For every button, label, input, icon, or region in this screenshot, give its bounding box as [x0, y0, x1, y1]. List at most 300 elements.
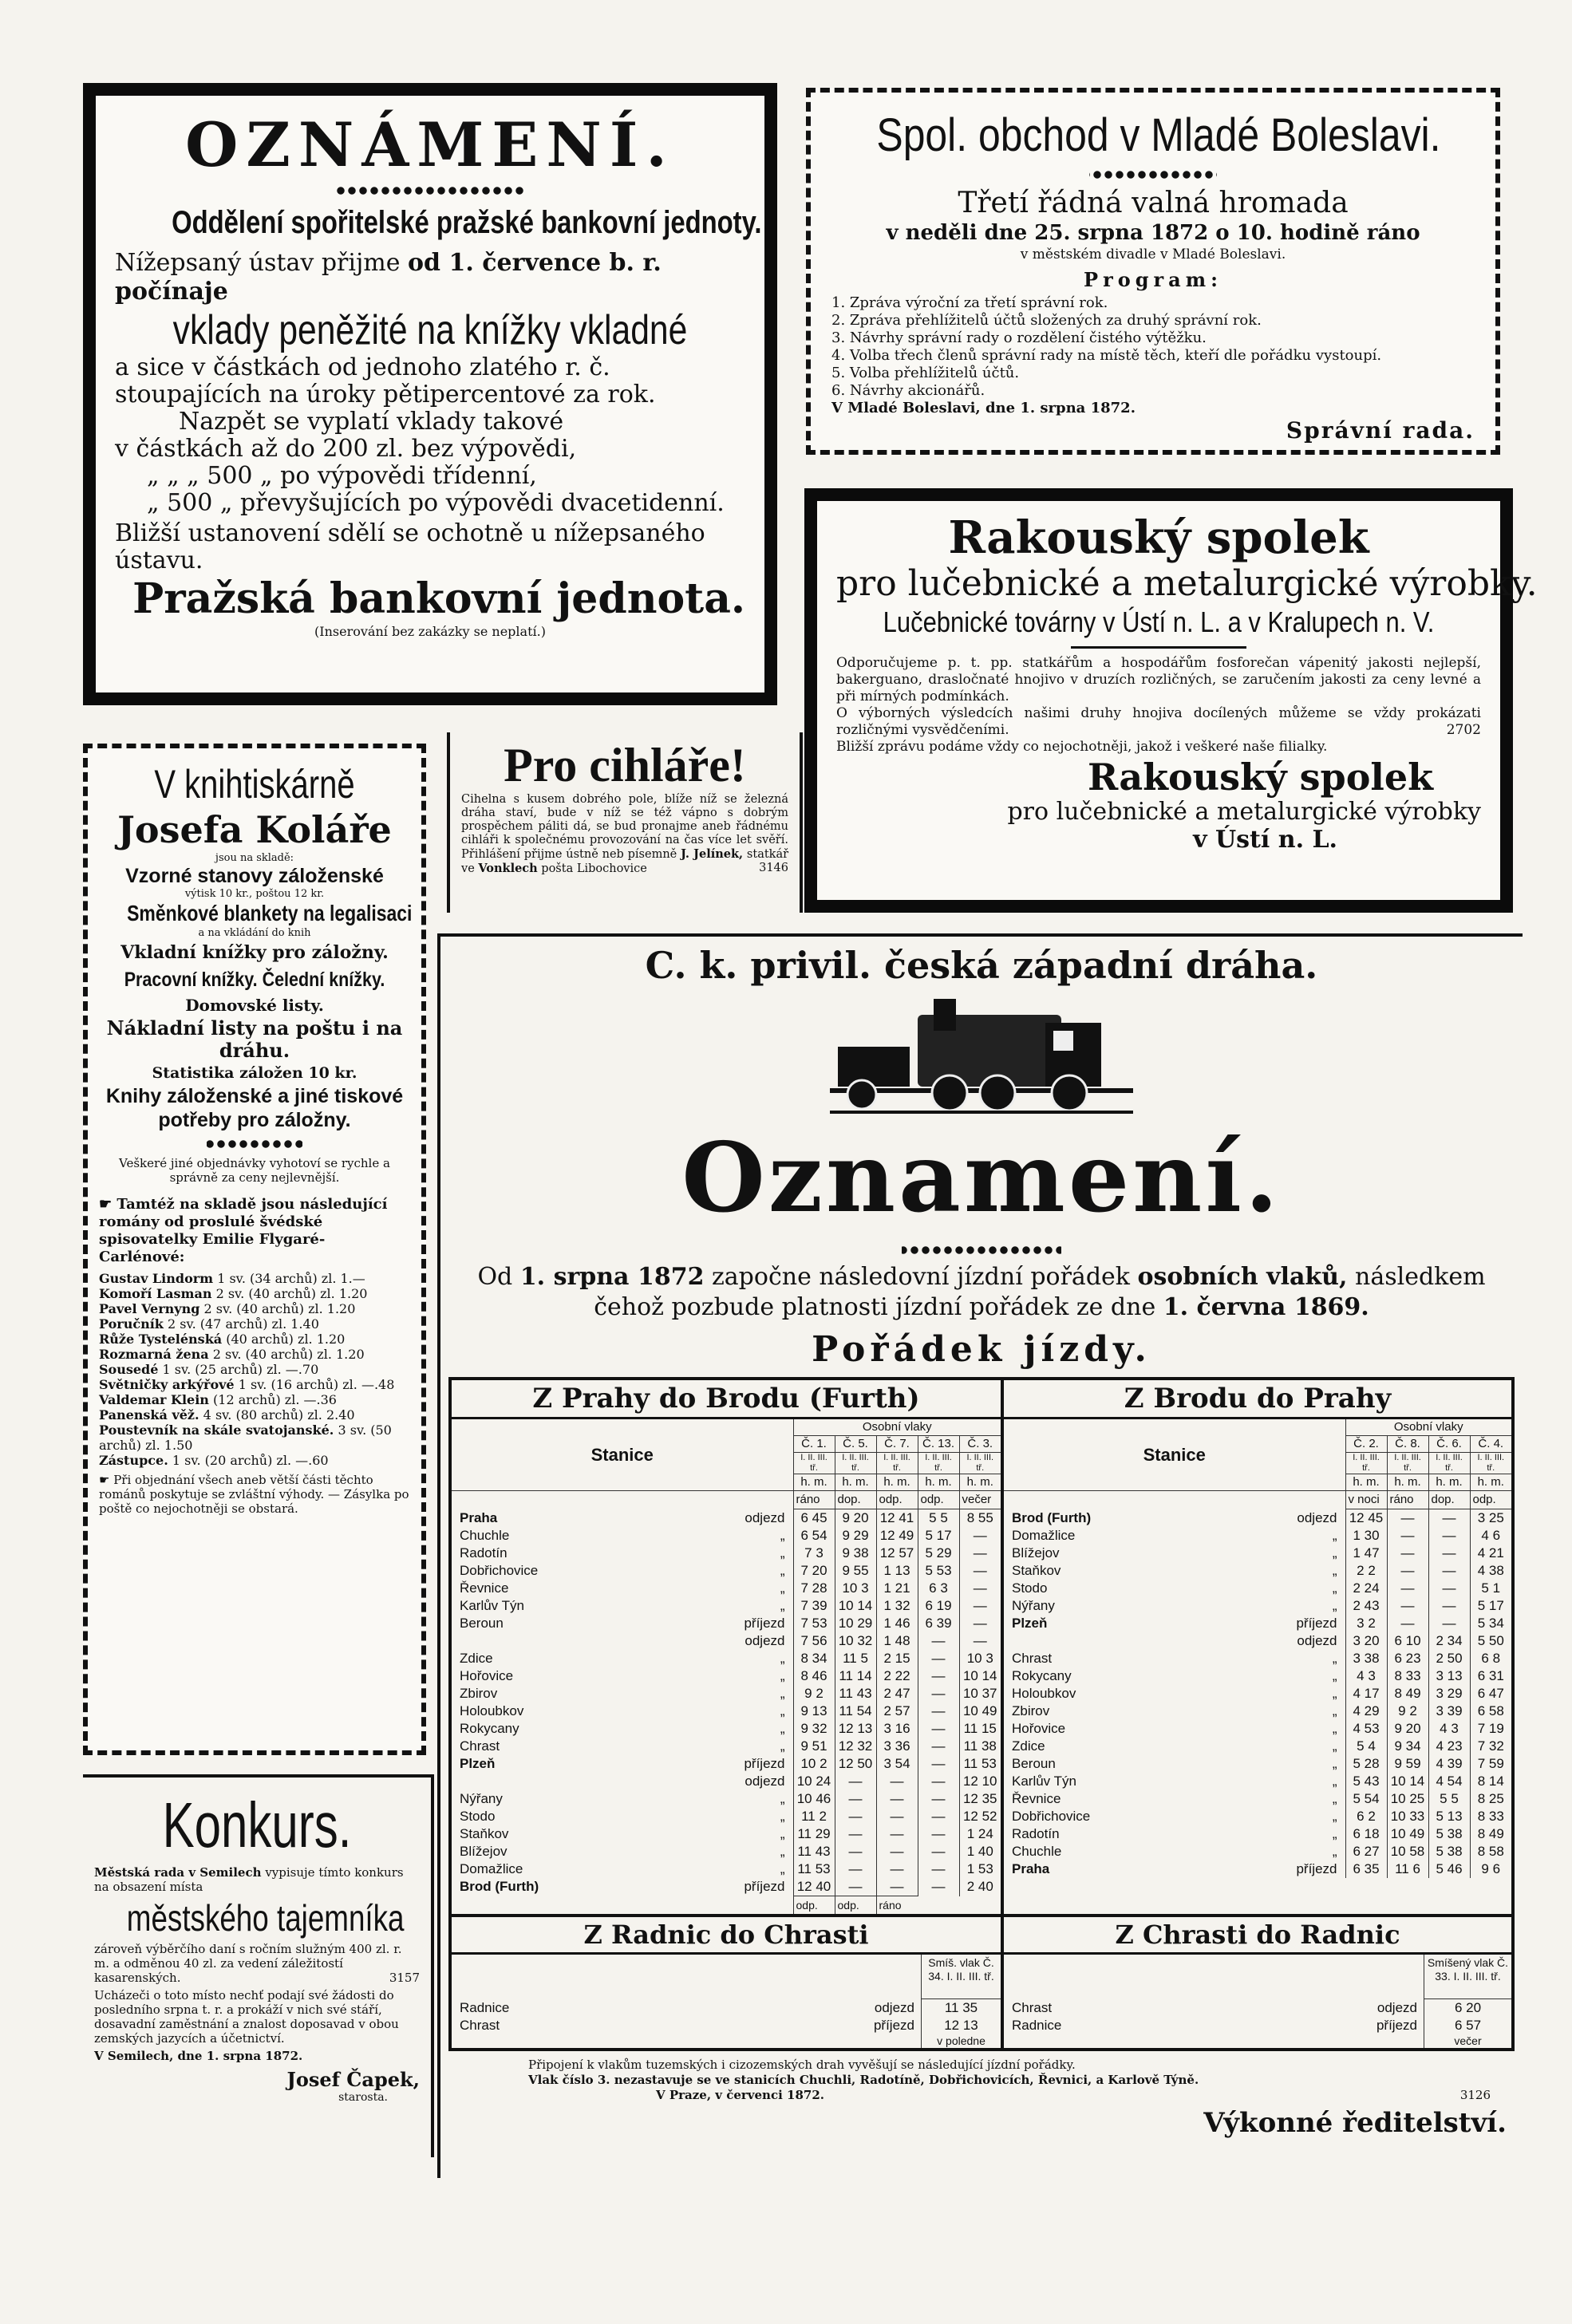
kn-footer: ☛ Při objednání všech aneb větší části těchto románů poskytuje se zvláštní výhody. — Zásylka po poště co nejochotněji se obstará. [99, 1473, 409, 1516]
arrival-daytime: odp. [835, 1896, 876, 1915]
konkurs-num: 3157 [389, 1971, 420, 1985]
arrival-departure: „ [780, 1563, 785, 1578]
departure-time: — [1428, 1527, 1470, 1545]
departure-time: 1 48 [876, 1632, 918, 1650]
radnice-left [452, 1917, 1004, 2048]
chrast-body [1004, 1955, 1511, 2048]
departure-time: 6 45 [793, 1509, 835, 1528]
timetable-row [1004, 1527, 1511, 1545]
departure-time: — [918, 1860, 959, 1878]
departure-time: — [918, 1843, 959, 1860]
departure-time: — [1387, 1562, 1428, 1580]
departure-time: 10 14 [1387, 1773, 1428, 1790]
arrival-departure: odjezd [1376, 2000, 1417, 2015]
spol-advert [806, 88, 1500, 455]
departure-time: 4 23 [1428, 1738, 1470, 1755]
hour-minute-label: h. m. [959, 1474, 1001, 1491]
tt-left-table [452, 1419, 1001, 1914]
kn-i1b: výtisk 10 kr., poštou 12 kr. [184, 888, 325, 900]
kn-line1: V knihtiskárně [154, 762, 355, 807]
station-name: Staňkov [1012, 1563, 1061, 1578]
arrival-departure: odjezd [745, 1633, 785, 1648]
kn-i7: Statistika záložen 10 kr. [152, 1064, 357, 1082]
arrival-departure: „ [1332, 1721, 1337, 1736]
departure-time: 11 14 [835, 1667, 876, 1685]
station-name: Stodo [1012, 1580, 1048, 1596]
timetable-row [452, 1685, 1001, 1703]
departure-time: 6 19 [918, 1597, 959, 1615]
departure-time: 11 29 [793, 1825, 835, 1843]
kn-i2b: a na vkládání do knih [198, 927, 311, 939]
book-title: Poručník [99, 1316, 164, 1332]
departure-time: 10 25 [1387, 1790, 1428, 1808]
draha-text-a: Od [477, 1263, 513, 1291]
departure-time: 5 17 [918, 1527, 959, 1545]
rakousky-text3: Bližší zprávu podáme vždy co nejochotněji, jakož i veškeré naše filialky. [836, 739, 1328, 755]
departure-time: 3 2 [1345, 1615, 1387, 1632]
timetable-row [452, 1808, 1001, 1825]
oznameni-body2: Nazpět se vyplatí vklady takové [179, 408, 564, 436]
departure-time: 8 34 [793, 1650, 835, 1667]
spol-program-title: Program: [1084, 268, 1222, 291]
arrival-departure: „ [780, 1721, 785, 1736]
departure-time: 7 3 [793, 1545, 835, 1562]
station-name: Beroun [460, 1616, 504, 1631]
departure-time: — [918, 1667, 959, 1685]
train-time: 6 20 [1454, 2000, 1482, 2015]
arrival-departure: odjezd [745, 1509, 785, 1525]
konkurs-t3-body: zároveň výběrčího daní s ročním služným 400 zl. r. m. a odměnou 40 zl. za vedení záležitostí kasarenských. [94, 1942, 402, 1985]
arrival-departure: „ [780, 1598, 785, 1613]
chrast-right [1004, 1917, 1511, 2048]
station-name: Nýřany [1012, 1598, 1055, 1613]
rakousky-text1: Odporučujeme p. t. pp. statkářům a hospodářům fosforečan vápenitý jakosti nejlepší, bakerguano, drasločnaté hnojivo v druzích rozličných, se zaručením jakosti za ceny levné a při mírných podmínkách. [836, 655, 1481, 704]
departure-time: 2 47 [876, 1685, 918, 1703]
departure-time: — [1387, 1597, 1428, 1615]
kn-i10: ☛ Tamtéž na skladě jsou následující romány od proslulé švédské spisovatelky Emilie Flygaré-Carlénové: [99, 1196, 388, 1265]
station-name: Brod (Furth) [460, 1879, 539, 1895]
station-name [452, 1632, 669, 1650]
departure-time: 11 43 [793, 1843, 835, 1860]
station-name: Beroun [1012, 1756, 1056, 1771]
oznameni-body3: Bližší ustanovení sdělí se ochotně u nížepsaného ústavu. [115, 519, 705, 574]
spol-program-list [831, 294, 1475, 417]
book-item [99, 1271, 410, 1286]
departure-time: 5 4 [1345, 1738, 1387, 1755]
timetable-row [1004, 1509, 1511, 1528]
arrival-departure: „ [780, 1686, 785, 1701]
rakousky-sign3: v Ústí n. L. [1193, 826, 1337, 854]
timetable-row [452, 1650, 1001, 1667]
konkurs-t3 [94, 1942, 420, 1985]
kn-i3: Vkladní knížky pro záložny. [120, 942, 389, 963]
departure-time: — [918, 1720, 959, 1738]
departure-time: — [835, 1860, 876, 1878]
spol-h1: Třetí řádná valná hromada [958, 187, 1349, 219]
arrival-departure: „ [1332, 1703, 1337, 1718]
departure-time: 9 2 [1387, 1703, 1428, 1720]
timetable-row [452, 1615, 1001, 1632]
arrival-departure: odjezd [1297, 1509, 1337, 1525]
daytime-label: ráno [793, 1491, 835, 1509]
hour-minute-label: h. m. [1387, 1474, 1428, 1491]
station-name [1004, 1632, 1221, 1650]
departure-time: — [1428, 1597, 1470, 1615]
oznameni-big: vklady peněžité na knížky vkladné [172, 307, 688, 353]
arrival-departure: „ [780, 1528, 785, 1543]
timetable-row [1004, 1650, 1511, 1667]
station-name: Rokycany [460, 1721, 519, 1736]
departure-time: 11 54 [835, 1703, 876, 1720]
arrival-departure: „ [780, 1844, 785, 1859]
book-item [99, 1286, 410, 1301]
departure-time: 8 49 [1470, 1825, 1511, 1843]
departure-time: 4 21 [1470, 1545, 1511, 1562]
daytime-label: odp. [876, 1491, 918, 1509]
book-title: Zástupce. [99, 1453, 168, 1468]
timetable-right [1004, 1380, 1511, 1914]
station-name: Staňkov [460, 1826, 509, 1841]
arrival-departure: „ [1332, 1598, 1337, 1613]
departure-time: 5 5 [918, 1509, 959, 1528]
arrival-departure: „ [1332, 1668, 1337, 1683]
departure-time: — [918, 1825, 959, 1843]
departure-time: 6 58 [1470, 1703, 1511, 1720]
departure-time: — [918, 1685, 959, 1703]
departure-time: 10 32 [835, 1632, 876, 1650]
station-name: Chrast [460, 2018, 500, 2033]
rakousky-num: 2702 [1446, 722, 1481, 738]
departure-time: — [876, 1860, 918, 1878]
arrival-departure: odjezd [1297, 1633, 1337, 1648]
station-name: Blížejov [1012, 1545, 1060, 1561]
hour-minute-label: h. m. [793, 1474, 835, 1491]
departure-time: 4 54 [1428, 1773, 1470, 1790]
station-name: Rokycany [1012, 1668, 1072, 1683]
departure-time: 12 57 [876, 1545, 918, 1562]
timetable-row [1004, 1685, 1511, 1703]
arrival-departure: „ [780, 1809, 785, 1824]
oznameni-title: OZNÁMENÍ. [185, 109, 675, 180]
departure-time: 3 20 [1345, 1632, 1387, 1650]
timetable-row [452, 1773, 1001, 1790]
departure-time: 10 49 [959, 1703, 1001, 1720]
daytime-label: v noci [1345, 1491, 1387, 1509]
departure-time: 11 43 [835, 1685, 876, 1703]
cihlare-body3: pošta Libochovice [541, 862, 647, 875]
draha-text-b: započne následovní jízdní pořádek [711, 1263, 1130, 1291]
timetable-row [1004, 1580, 1511, 1597]
departure-time: — [959, 1545, 1001, 1562]
timetable-row [1004, 1843, 1511, 1860]
station-name: Blížejov [460, 1844, 508, 1859]
radnice-body [452, 1955, 1001, 2048]
station-name: Praha [460, 1509, 498, 1525]
arrival-departure: „ [780, 1668, 785, 1683]
konkurs-intro [94, 1865, 420, 1894]
station-name: Řevnice [460, 1580, 509, 1596]
departure-time: — [1387, 1509, 1428, 1528]
departure-time: 10 14 [959, 1667, 1001, 1685]
departure-time: 6 35 [1345, 1860, 1387, 1878]
departure-time: — [959, 1632, 1001, 1650]
timetable-row [1004, 1738, 1511, 1755]
departure-time: 10 3 [959, 1650, 1001, 1667]
arrival-departure: příjezd [1376, 2018, 1417, 2033]
draha-text-d: následkem čehož pozbude platnosti jízdní pořádek ze dne [594, 1263, 1486, 1321]
departure-time: — [918, 1738, 959, 1755]
departure-time: 5 28 [1345, 1755, 1387, 1773]
timetable-row [452, 1527, 1001, 1545]
departure-time: 2 34 [1428, 1632, 1470, 1650]
timetable-row [1004, 1615, 1511, 1632]
knihtiskarna-advert [83, 744, 426, 1755]
train-classes: I. II. III. tř. [918, 1453, 959, 1474]
timetable-row [452, 1755, 1001, 1773]
intro-date: od 1. července b. r. počínaje [115, 249, 662, 306]
departure-time: 9 59 [1387, 1755, 1428, 1773]
departure-time: 7 59 [1470, 1755, 1511, 1773]
station-name: Řevnice [1012, 1791, 1061, 1806]
departure-time: — [876, 1773, 918, 1790]
book-title: Gustav Lindorm [99, 1271, 214, 1286]
departure-time: 3 36 [876, 1738, 918, 1755]
kn-i5: Domovské listy. [185, 996, 324, 1015]
station-name: Chuchle [460, 1528, 510, 1543]
book-title: Růže Tystelénská [99, 1332, 223, 1347]
oznameni-signature: Pražská bankovní jednota. [132, 574, 745, 623]
departure-time: 10 49 [1387, 1825, 1428, 1843]
timetable-row [1004, 1632, 1511, 1650]
timetable-row [452, 1580, 1001, 1597]
departure-time: — [1428, 1545, 1470, 1562]
departure-time: 4 3 [1428, 1720, 1470, 1738]
train-number: Č. 13. [918, 1436, 959, 1453]
departure-time: 8 33 [1470, 1808, 1511, 1825]
departure-time: — [835, 1843, 876, 1860]
konkurs-advert [83, 1774, 434, 2157]
station-name: Dobřichovice [460, 1563, 539, 1578]
cihlare-title: Pro cihláře! [504, 739, 746, 791]
station-row [460, 2017, 914, 2034]
departure-time: 5 29 [918, 1545, 959, 1562]
book-title: Poustevník na skále svatojanské. [99, 1422, 334, 1438]
tt-osobni-right: Osobní vlaky [1345, 1419, 1511, 1436]
arrival-departure: příjezd [1296, 1616, 1337, 1631]
train-number: Č. 4. [1470, 1436, 1511, 1453]
arrival-departure: „ [1332, 1563, 1337, 1578]
spol-date: V Mladé Boleslavi, dne 1. srpna 1872. [831, 400, 1136, 416]
arrival-departure: „ [1332, 1756, 1337, 1771]
station-name: Radotín [1012, 1826, 1060, 1841]
rakousky-text2-body: O výborných výsledcích našimi druhy hnojiva docílených můžeme se vždy prokázati rozličnými vysvědčeními. [836, 705, 1481, 738]
departure-time: 8 58 [1470, 1843, 1511, 1860]
departure-time: 4 6 [1470, 1527, 1511, 1545]
station-name: Domažlice [460, 1861, 523, 1876]
departure-time: 7 28 [793, 1580, 835, 1597]
departure-time: — [959, 1597, 1001, 1615]
train-number: Č. 6. [1428, 1436, 1470, 1453]
departure-time: 4 39 [1428, 1755, 1470, 1773]
kn-i2: Směnkové blankety na legalisaci [127, 901, 413, 925]
departure-time: 11 53 [959, 1755, 1001, 1773]
arrival-departure: odjezd [874, 2000, 914, 2015]
book-price: (40 archů) zl. 1.20 [226, 1332, 346, 1347]
cihlare-body: Cihelna s kusem dobrého pole, blíže níž se železná dráha staví, bude v níž se též vápno s dobrým prospěchem páliti dá, se bud pronajme aneb řádnému cihláři k společnému provozování na čas více let svěří. Přihlášení přijme ústně neb písemně [461, 793, 788, 861]
station-name: Plzeň [1012, 1616, 1048, 1631]
station-name: Plzeň [460, 1756, 496, 1771]
timetable-row [1004, 1773, 1511, 1790]
arrival-departure: „ [1332, 1809, 1337, 1824]
departure-time: 12 35 [959, 1790, 1001, 1808]
departure-time: — [918, 1773, 959, 1790]
departure-time: 11 2 [793, 1808, 835, 1825]
draha-pj: Pořádek jízdy. [812, 1329, 1151, 1370]
departure-time: 3 16 [876, 1720, 918, 1738]
departure-time: 9 32 [793, 1720, 835, 1738]
timetable-row [452, 1667, 1001, 1685]
arrival-departure: „ [780, 1651, 785, 1666]
kn-i1: Vzorné stanovy záloženské [125, 865, 384, 887]
konkurs-big: městského tajemníka [126, 1897, 405, 1939]
book-item [99, 1347, 410, 1362]
departure-time: 5 46 [1428, 1860, 1470, 1878]
oznameni-note: (Inserování bez zakázky se neplatí.) [314, 624, 546, 639]
hour-minute-label: h. m. [1345, 1474, 1387, 1491]
departure-time: 12 50 [835, 1755, 876, 1773]
departure-time: — [876, 1808, 918, 1825]
train-classes: I. II. III. tř. [1470, 1453, 1511, 1474]
departure-time: 10 2 [793, 1755, 835, 1773]
draha-big: Oznamení. [681, 1122, 1282, 1234]
draha-num: 3126 [1459, 2088, 1491, 2102]
departure-time: 7 32 [1470, 1738, 1511, 1755]
timetable-row [1004, 1667, 1511, 1685]
spol-h3: v městském divadle v Mladé Boleslavi. [1020, 247, 1286, 262]
departure-time: 10 33 [1387, 1808, 1428, 1825]
draha-sign: Výkonné ředitelství. [1203, 2107, 1507, 2139]
departure-time: 12 45 [1345, 1509, 1387, 1528]
timetable-row [452, 1720, 1001, 1738]
arrival-departure: „ [1332, 1844, 1337, 1859]
arrival-departure: „ [780, 1826, 785, 1841]
departure-time: 6 31 [1470, 1667, 1511, 1685]
train-classes: I. II. III. tř. [1428, 1453, 1470, 1474]
timetable-row [1004, 1790, 1511, 1808]
book-item [99, 1407, 410, 1422]
cihlare-body2: statkář ve [461, 848, 789, 875]
departure-time: 5 43 [1345, 1773, 1387, 1790]
departure-time: — [918, 1755, 959, 1773]
tt-right-table [1004, 1419, 1511, 1878]
departure-time: 2 2 [1345, 1562, 1387, 1580]
departure-time: 8 55 [959, 1509, 1001, 1528]
arrival-daytime: ráno [876, 1896, 918, 1915]
arrival-departure: „ [1332, 1774, 1337, 1789]
departure-time: — [1428, 1509, 1470, 1528]
departure-time: — [1428, 1580, 1470, 1597]
timetable-row [452, 1878, 1001, 1896]
departure-time: — [959, 1580, 1001, 1597]
departure-time: 9 51 [793, 1738, 835, 1755]
arrival-departure: „ [780, 1580, 785, 1596]
departure-time: 10 3 [835, 1580, 876, 1597]
book-price: 1 sv. (34 archů) zl. 1.— [217, 1271, 365, 1286]
departure-time: 6 18 [1345, 1825, 1387, 1843]
departure-time: 1 47 [1345, 1545, 1387, 1562]
departure-time: — [835, 1773, 876, 1790]
departure-time: 12 10 [959, 1773, 1001, 1790]
departure-time: — [1428, 1615, 1470, 1632]
timetable-row [452, 1790, 1001, 1808]
departure-time: — [918, 1650, 959, 1667]
departure-time: 5 53 [918, 1562, 959, 1580]
train-classes: I. II. III. tř. [835, 1453, 876, 1474]
ornament-rule [902, 1245, 1061, 1256]
program-item: 5. Volba přehlížitelů účtů. [831, 365, 1020, 381]
konkurs-title: Konkurs. [162, 1789, 352, 1860]
konkurs-t2: vypisuje tímto konkurs na obsazení místa [94, 1865, 404, 1894]
book-price: 1 sv. (20 archů) zl. —.60 [172, 1453, 329, 1468]
timetable-left [452, 1380, 1004, 1914]
departure-time: 9 34 [1387, 1738, 1428, 1755]
arrival-departure: „ [1332, 1826, 1337, 1841]
departure-time: — [918, 1808, 959, 1825]
departure-time: 6 3 [918, 1580, 959, 1597]
train-time: 6 57 [1454, 2018, 1482, 2033]
station-name: Zdice [1012, 1738, 1045, 1754]
arrival-departure: „ [1332, 1791, 1337, 1806]
book-price: 2 sv. (40 archů) zl. 1.20 [215, 1286, 368, 1301]
departure-time: — [876, 1825, 918, 1843]
book-title: Valdemar Klein [99, 1392, 209, 1407]
rakousky-factories: Lučebnické továrny v Ústí n. L. a v Kralupech n. V. [883, 606, 1435, 638]
station-name: Chuchle [1012, 1844, 1062, 1859]
book-title: Sousedé [99, 1362, 159, 1377]
departure-time: 11 38 [959, 1738, 1001, 1755]
konkurs-sign: Josef Čapek, [286, 2068, 420, 2091]
departure-time: — [918, 1703, 959, 1720]
station-name: Holoubkov [460, 1703, 524, 1718]
departure-time: 10 58 [1387, 1843, 1428, 1860]
timetable-row [1004, 1755, 1511, 1773]
departure-time: — [876, 1878, 918, 1896]
cihlare-text [461, 793, 788, 876]
departure-time: 1 21 [876, 1580, 918, 1597]
departure-time: 7 39 [793, 1597, 835, 1615]
departure-time: — [835, 1808, 876, 1825]
train-classes: I. II. III. tř. [793, 1453, 835, 1474]
kn-i8: Knihy záloženské a jiné tiskové potřeby pro záložny. [105, 1085, 404, 1131]
departure-time: 3 39 [1428, 1703, 1470, 1720]
timetable-row [452, 1632, 1001, 1650]
station-row [1012, 1999, 1417, 2017]
train-classes: I. II. III. tř. [959, 1453, 1001, 1474]
draha-text-c: osobních vlaků, [1137, 1263, 1348, 1291]
departure-time: 1 32 [876, 1597, 918, 1615]
station-name: Holoubkov [1012, 1686, 1076, 1701]
konkurs-t1: Městská rada v Semilech [94, 1865, 262, 1880]
timetable-row [1004, 1808, 1511, 1825]
rakousky-sign1: Rakouský spolek [1088, 756, 1433, 799]
book-price: 2 sv. (40 archů) zl. 1.20 [203, 1301, 356, 1316]
rakousky-advert [804, 488, 1538, 913]
departure-time: — [835, 1825, 876, 1843]
kn-book-list [99, 1271, 410, 1468]
arrival-departure: odjezd [745, 1774, 785, 1789]
timetable-row [452, 1597, 1001, 1615]
station-name: Stodo [460, 1809, 496, 1824]
